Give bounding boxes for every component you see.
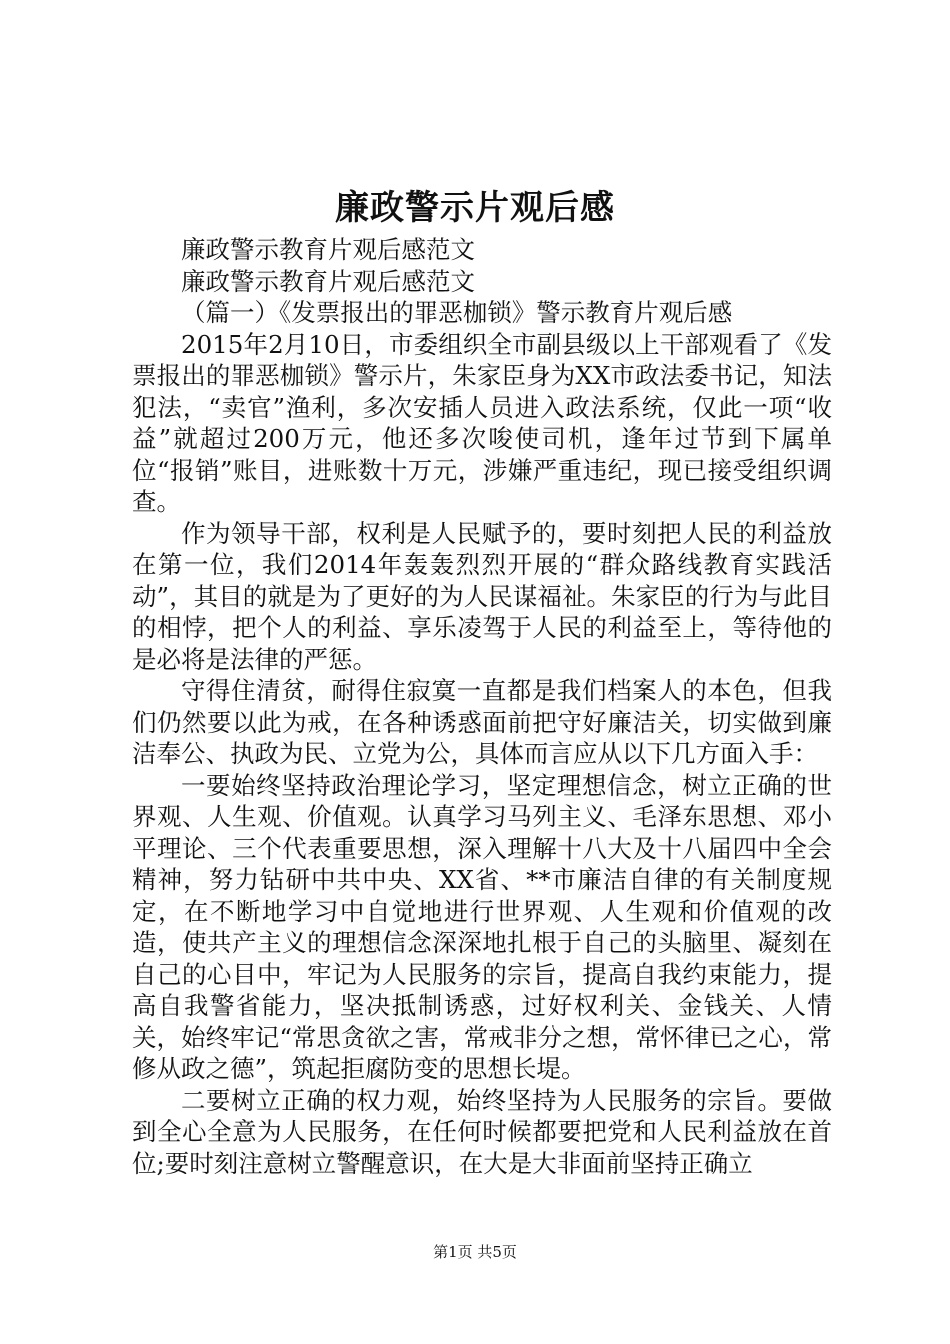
document-body	[132, 234, 832, 1179]
body-paragraph: 二要树立正确的权力观，始终坚持为人民服务的宗旨。要做到全心全意为人民服务，在任何时候都要把党和人民利益放在首位;要时刻注意树立警醒意识，在大是大非面前坚持正确立	[132, 1085, 832, 1178]
body-paragraph: 廉政警示教育片观后感范文	[181, 266, 475, 296]
body-paragraph: 作为领导干部，权利是人民赋予的，要时刻把人民的利益放在第一位，我们2014年轰轰烈烈开展的“群众路线教育实践活动”，其目的就是为了更好的为人民谋福祉。朱家臣的行为与此目的相悖，把个人的利益、享乐凌驾于人民的利益至上，等待他的是必将是法律的严惩。	[132, 518, 832, 674]
body-paragraph: （篇一）《发票报出的罪恶枷锁》警示教育片观后感	[181, 298, 733, 327]
document-title: 廉政警示片观后感	[335, 188, 615, 228]
body-paragraph: 一要始终坚持政治理论学习，坚定理想信念，树立正确的世界观、人生观、价值观。认真学习马列主义、毛泽东思想、邓小平理论、三个代表重要思想，深入理解十八大及十八届四中全会精神，努力钻研中共中央、XX省、**市廉洁自律的有关制度规定，在不断地学习中自觉地进行世界观、人生观和价值观的改造，使共产主义的理想信念深深地扎根于自己的头脑里、凝刻在自己的心目中，牢记为人民服务的宗旨，提高自我约束能力，提高自我警省能力，坚决抵制诱惑，过好权利关、金钱关、人情关，始终牢记“常思贪欲之害，常戒非分之想，常怀律已之心，常修从政之德”，筑起拒腐防变的思想长堤。	[132, 770, 832, 1083]
body-paragraph: 廉政警示教育片观后感范文	[181, 235, 475, 264]
body-paragraph: 守得住清贫，耐得住寂寞一直都是我们档案人的本色，但我们仍然要以此为戒，在各种诱惑面前把守好廉洁关，切实做到廉洁奉公、执政为民、立党为公，具体而言应从以下几方面入手：	[132, 676, 832, 768]
page-number-footer: 第1页 共5页	[433, 1243, 517, 1261]
body-paragraph: 2015年2月10日，市委组织全市副县级以上干部观看了《发票报出的罪恶枷锁》警示片，朱家臣身为XX市政法委书记，知法犯法，“卖官”渔利，多次安插人员进入政法系统，仅此一项“收益”就超过200万元，他还多次唆使司机，逢年过节到下属单位“报销”账目，进账数十万元，涉嫌严重违纪，现已接受组织调查。	[132, 329, 832, 516]
